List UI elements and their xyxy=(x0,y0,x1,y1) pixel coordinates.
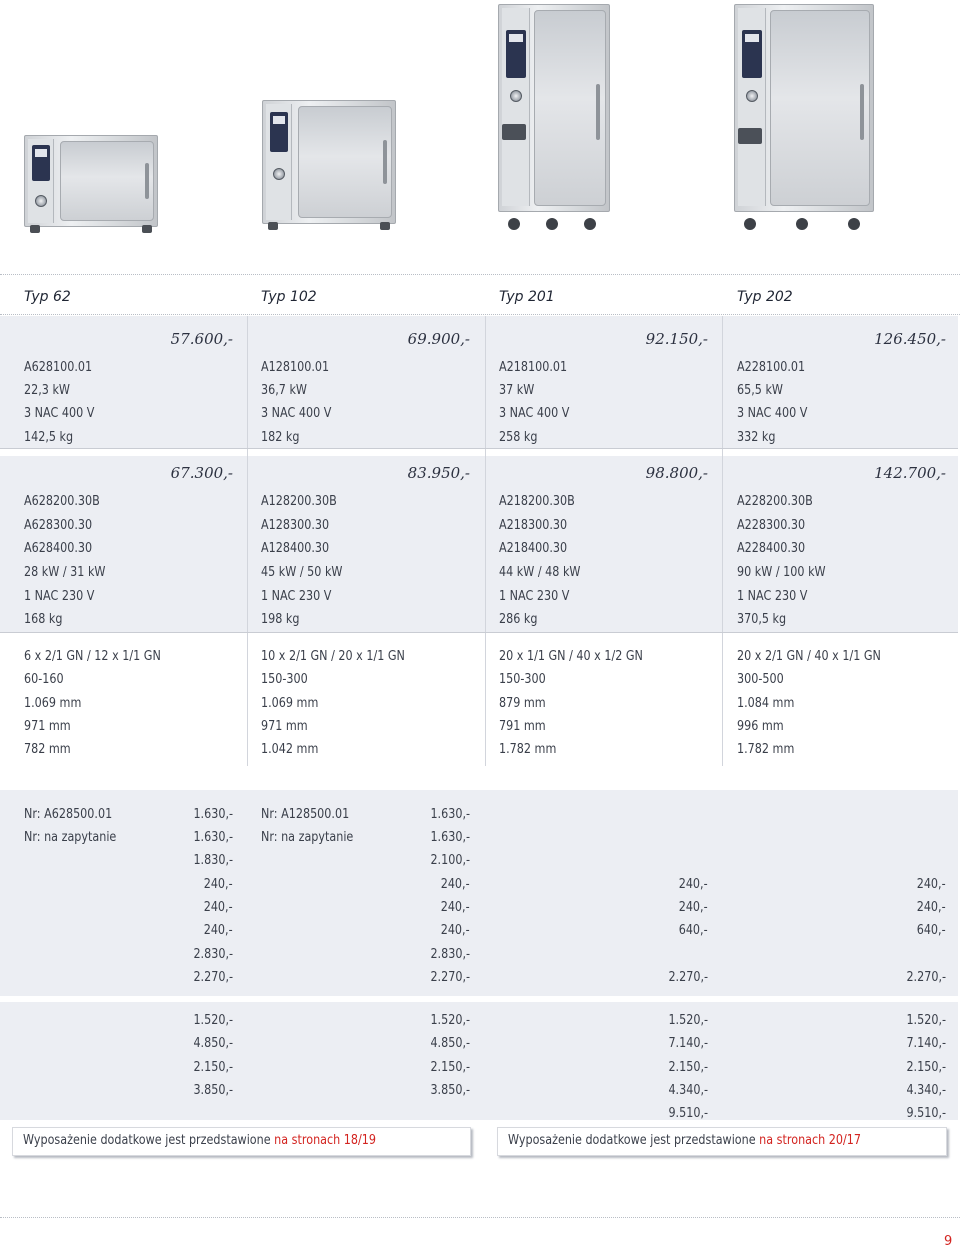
accessory-order-number: Nr: na zapytanie xyxy=(261,830,354,845)
capacity-spec: 20 x 2/1 GN / 40 x 1/1 GN xyxy=(737,649,881,664)
accessory-note-link[interactable]: na stronach 20/17 xyxy=(759,1133,862,1148)
extra-price: 3.850,- xyxy=(430,1083,470,1098)
extra-price: 9.510,- xyxy=(668,1106,708,1121)
price-electric: 57.600,- xyxy=(170,330,233,348)
accessory-price: 2.830,- xyxy=(430,947,470,962)
price-electric: 126.450,- xyxy=(874,330,946,348)
oven-image-typ-202 xyxy=(734,4,874,238)
electric-spec: A128100.01 xyxy=(261,360,330,375)
extra-price: 1.520,- xyxy=(668,1013,708,1028)
extra-price: 1.520,- xyxy=(193,1013,233,1028)
capacity-spec: 6 x 2/1 GN / 12 x 1/1 GN xyxy=(24,649,161,664)
gas-spec: A228400.30 xyxy=(737,541,806,556)
gas-spec: 286 kg xyxy=(499,612,538,627)
electric-spec: A228100.01 xyxy=(737,360,806,375)
accessory-note-right xyxy=(497,1127,947,1156)
accessory-price: 240,- xyxy=(679,900,708,915)
price-electric: 92.150,- xyxy=(645,330,708,348)
gas-spec: A128200.30B xyxy=(261,494,337,509)
electric-spec: 332 kg xyxy=(737,430,776,445)
separator-top xyxy=(0,274,960,275)
extra-price: 2.150,- xyxy=(668,1060,708,1075)
accessory-note-text xyxy=(23,1133,376,1149)
capacity-spec: 150-300 xyxy=(499,672,546,687)
capacity-spec: 971 mm xyxy=(24,719,71,734)
accessory-price: 2.270,- xyxy=(668,970,708,985)
extra-price: 1.520,- xyxy=(906,1013,946,1028)
accessory-note-link[interactable]: na stronach 18/19 xyxy=(274,1133,377,1148)
accessory-note-text xyxy=(508,1133,861,1149)
extra-price: 7.140,- xyxy=(906,1036,946,1051)
accessory-price: 640,- xyxy=(917,923,946,938)
capacity-spec: 1.069 mm xyxy=(24,696,82,711)
capacity-spec: 1.069 mm xyxy=(261,696,319,711)
gas-spec: A128400.30 xyxy=(261,541,330,556)
capacity-spec: 1.782 mm xyxy=(499,742,557,757)
accessory-price: 1.630,- xyxy=(193,830,233,845)
electric-spec: 258 kg xyxy=(499,430,538,445)
model-type-title: Typ 102 xyxy=(261,289,317,305)
accessory-note-label: Wyposażenie dodatkowe jest przedstawione xyxy=(508,1133,760,1148)
accessory-order-number: Nr: A628500.01 xyxy=(24,807,113,822)
capacity-spec: 150-300 xyxy=(261,672,308,687)
gas-spec: A628300.30 xyxy=(24,518,93,533)
divider-2 xyxy=(485,316,486,766)
page-number: 9 xyxy=(944,1234,953,1249)
gas-spec: 28 kW / 31 kW xyxy=(24,565,106,580)
electric-spec: 36,7 kW xyxy=(261,383,307,398)
capacity-spec: 1.042 mm xyxy=(261,742,319,757)
model-type-title: Typ 201 xyxy=(499,289,555,305)
extra-price: 4.340,- xyxy=(668,1083,708,1098)
gas-spec: A228300.30 xyxy=(737,518,806,533)
gas-spec: A628400.30 xyxy=(24,541,93,556)
oven-image-typ-102 xyxy=(262,100,396,234)
extra-price: 9.510,- xyxy=(906,1106,946,1121)
gas-spec: A218400.30 xyxy=(499,541,568,556)
accessory-price: 240,- xyxy=(917,900,946,915)
accessory-price: 240,- xyxy=(441,900,470,915)
accessory-price: 240,- xyxy=(204,900,233,915)
price-gas: 142.700,- xyxy=(874,464,946,482)
capacity-spec: 879 mm xyxy=(499,696,546,711)
capacity-spec: 996 mm xyxy=(737,719,784,734)
gas-spec: 1 NAC 230 V xyxy=(24,589,95,604)
oven-image-typ-62 xyxy=(24,135,158,235)
accessory-price: 2.270,- xyxy=(906,970,946,985)
price-gas: 98.800,- xyxy=(645,464,708,482)
gas-spec: 370,5 kg xyxy=(737,612,787,627)
gas-spec: A228200.30B xyxy=(737,494,813,509)
gas-spec: 168 kg xyxy=(24,612,63,627)
accessory-price: 240,- xyxy=(679,877,708,892)
extra-price: 4.340,- xyxy=(906,1083,946,1098)
accessory-price: 1.630,- xyxy=(430,807,470,822)
accessory-price: 240,- xyxy=(917,877,946,892)
gas-spec: 1 NAC 230 V xyxy=(737,589,808,604)
capacity-spec: 20 x 1/1 GN / 40 x 1/2 GN xyxy=(499,649,643,664)
price-gas: 83.950,- xyxy=(407,464,470,482)
electric-spec: 3 NAC 400 V xyxy=(499,406,570,421)
capacity-spec: 1.782 mm xyxy=(737,742,795,757)
accessory-price: 2.270,- xyxy=(193,970,233,985)
electric-spec: 65,5 kW xyxy=(737,383,783,398)
capacity-spec: 10 x 2/1 GN / 20 x 1/1 GN xyxy=(261,649,405,664)
gas-spec: 90 kW / 100 kW xyxy=(737,565,826,580)
extra-price: 2.150,- xyxy=(906,1060,946,1075)
accessory-price: 640,- xyxy=(679,923,708,938)
capacity-spec: 300-500 xyxy=(737,672,784,687)
divider-1 xyxy=(247,316,248,766)
accessory-order-number: Nr: A128500.01 xyxy=(261,807,350,822)
accessory-order-number: Nr: na zapytanie xyxy=(24,830,117,845)
gas-spec: 44 kW / 48 kW xyxy=(499,565,581,580)
capacity-spec: 971 mm xyxy=(261,719,308,734)
accessory-note-label: Wyposażenie dodatkowe jest przedstawione xyxy=(23,1133,275,1148)
electric-spec: 3 NAC 400 V xyxy=(261,406,332,421)
capacity-spec: 60-160 xyxy=(24,672,64,687)
capacity-spec: 782 mm xyxy=(24,742,71,757)
electric-spec: 37 kW xyxy=(499,383,535,398)
accessory-price: 240,- xyxy=(204,923,233,938)
divider-3 xyxy=(722,316,723,766)
electric-spec: 22,3 kW xyxy=(24,383,70,398)
accessory-note-left xyxy=(12,1127,471,1156)
accessory-price: 2.100,- xyxy=(430,853,470,868)
electric-spec: 3 NAC 400 V xyxy=(737,406,808,421)
gas-spec: A218200.30B xyxy=(499,494,575,509)
price-gas: 67.300,- xyxy=(170,464,233,482)
extra-price: 4.850,- xyxy=(430,1036,470,1051)
separator-bottom xyxy=(0,1217,960,1218)
electric-spec: A628100.01 xyxy=(24,360,93,375)
accessory-price: 2.830,- xyxy=(193,947,233,962)
electric-spec: 182 kg xyxy=(261,430,300,445)
gas-spec: A128300.30 xyxy=(261,518,330,533)
price-band-electric xyxy=(0,316,958,448)
model-type-title: Typ 62 xyxy=(24,289,71,305)
electric-spec: A218100.01 xyxy=(499,360,568,375)
line-after-gas xyxy=(0,632,958,633)
gas-spec: A218300.30 xyxy=(499,518,568,533)
extra-price: 1.520,- xyxy=(430,1013,470,1028)
extra-price: 3.850,- xyxy=(193,1083,233,1098)
extra-price: 2.150,- xyxy=(430,1060,470,1075)
capacity-spec: 791 mm xyxy=(499,719,546,734)
extra-price: 7.140,- xyxy=(668,1036,708,1051)
accessory-price: 240,- xyxy=(204,877,233,892)
extra-price: 2.150,- xyxy=(193,1060,233,1075)
model-type-title: Typ 202 xyxy=(737,289,793,305)
gas-spec: 45 kW / 50 kW xyxy=(261,565,343,580)
capacity-spec: 1.084 mm xyxy=(737,696,795,711)
separator-header xyxy=(0,314,960,315)
extra-price: 4.850,- xyxy=(193,1036,233,1051)
price-electric: 69.900,- xyxy=(407,330,470,348)
extras-band xyxy=(0,1002,958,1120)
gas-spec: 198 kg xyxy=(261,612,300,627)
accessories-band xyxy=(0,790,958,996)
accessory-price: 1.630,- xyxy=(430,830,470,845)
accessory-price: 1.630,- xyxy=(193,807,233,822)
price-band-gas xyxy=(0,456,958,632)
electric-spec: 3 NAC 400 V xyxy=(24,406,95,421)
gas-spec: 1 NAC 230 V xyxy=(499,589,570,604)
gas-spec: 1 NAC 230 V xyxy=(261,589,332,604)
gas-spec: A628200.30B xyxy=(24,494,100,509)
electric-spec: 142,5 kg xyxy=(24,430,74,445)
oven-image-typ-201 xyxy=(498,4,610,238)
accessory-price: 2.270,- xyxy=(430,970,470,985)
accessory-price: 1.830,- xyxy=(193,853,233,868)
line-after-electric xyxy=(0,448,958,449)
accessory-price: 240,- xyxy=(441,877,470,892)
accessory-price: 240,- xyxy=(441,923,470,938)
